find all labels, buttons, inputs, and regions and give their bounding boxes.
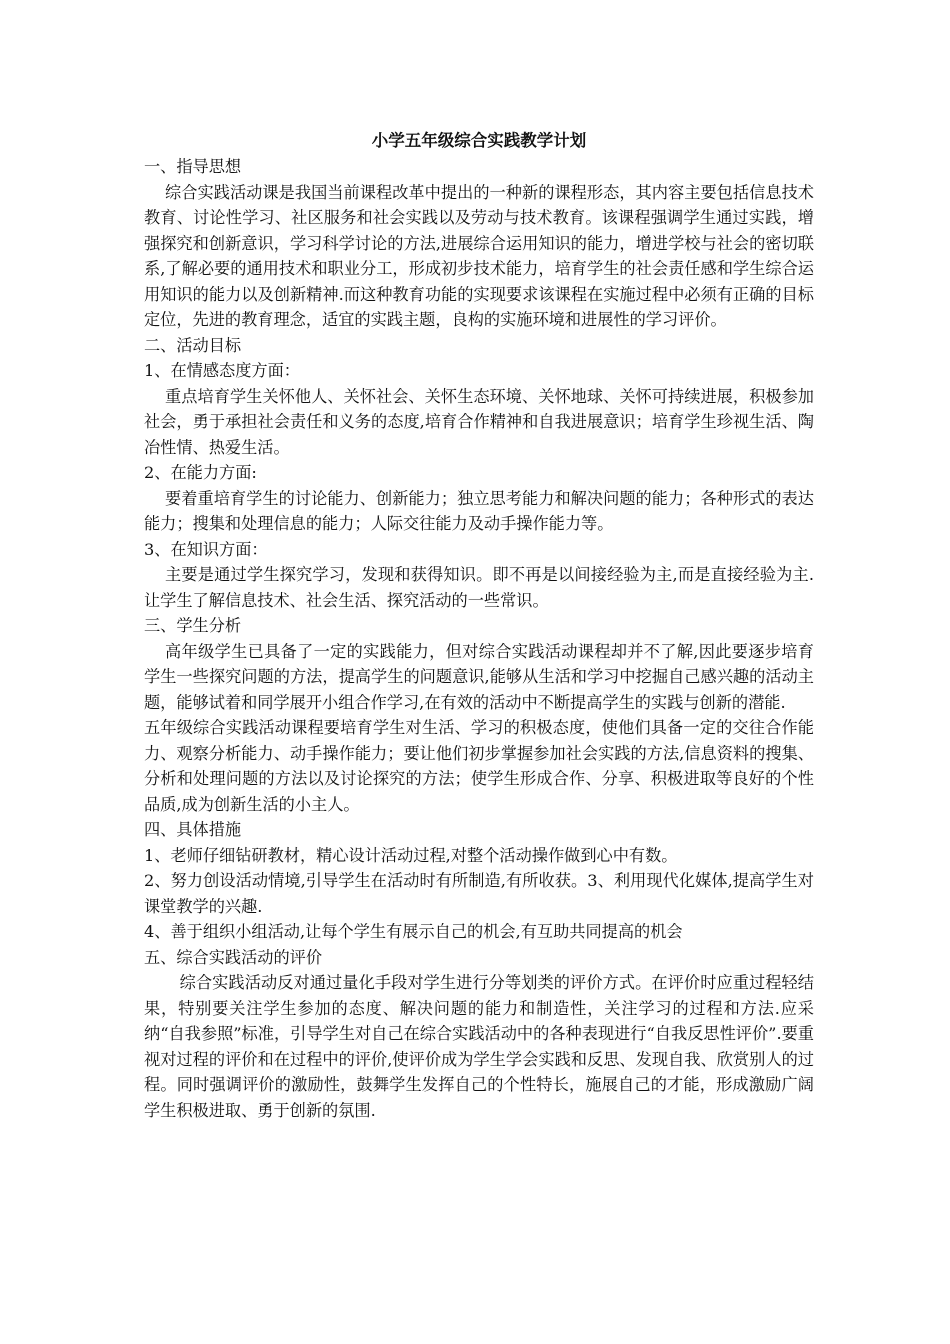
paragraph: 要着重培育学生的讨论能力、创新能力；独立思考能力和解决问题的能力；各种形式的表达能力；搜集和处理信息的能力；人际交往能力及动手操作能力等。 — [144, 488, 814, 533]
section-heading: 三、学生分析 — [144, 616, 242, 635]
section-heading: 二、活动目标 — [144, 335, 242, 355]
paragraph: 1、老师仔细钻研教材，精心设计活动过程,对整个活动操作做到心中有数。 — [144, 845, 678, 865]
section-heading: 2、在能力方面: — [144, 463, 257, 482]
document-body — [144, 154, 814, 1123]
paragraph: 高年级学生已具备了一定的实践能力，但对综合实践活动课程却并不了解,因此要逐步培育学生一些探究问题的方法，提高学生的问题意识,能够从生活和学习中挖掘自己感兴趣的活动主题，能够试着和同学展开小组合作学习,在有效的活动中不断提高学生的实践与创新的潜能. — [144, 641, 814, 712]
section-heading: 3、在知识方面： — [144, 539, 268, 559]
paragraph: 主要是通过学生探究学习，发现和获得知识。即不再是以间接经验为主,而是直接经验为主.让学生了解信息技术、社会生活、探究活动的一些常识。 — [144, 565, 814, 610]
paragraph: 重点培育学生关怀他人、关怀社会、关怀生态环境、关怀地球、关怀可持续进展，积极参加社会，勇于承担社会责任和义务的态度,培育合作精神和自我进展意识；培育学生珍视生活、陶冶性情、热爱生活。 — [144, 386, 814, 457]
document-page — [144, 128, 814, 1123]
paragraph: 综合实践活动课是我国当前课程改革中提出的一种新的课程形态，其内容主要包括信息技术教育、讨论性学习、社区服务和社会实践以及劳动与技术教育。该课程强调学生通过实践，增强探究和创新意识，学习科学讨论的方法,进展综合运用知识的能力，增进学校与社会的密切联系,了解必要的通用技术和职业分工，形成初步技术能力，培育学生的社会责任感和学生综合运用知识的能力以及创新精神.而这种教育功能的实现要求该课程在实施过程中必须有正确的目标定位，先进的教育理念，适宜的实践主题，良构的实施环境和进展性的学习评价。 — [144, 182, 814, 329]
paragraph: 五年级综合实践活动课程要培育学生对生活、学习的积极态度，使他们具备一定的交往合作能力、观察分析能力、动手操作能力；要让他们初步掌握参加社会实践的方法,信息资料的搜集、分析和处理问题的方法以及讨论探究的方法；使学生形成合作、分享、积极进取等良好的个性品质,成为创新生活的小主人。 — [144, 718, 814, 814]
document-title: 小学五年级综合实践教学计划 — [371, 131, 587, 150]
paragraph: 2、努力创设活动情境,引导学生在活动时有所制造,有所收获。3、利用现代化媒体,提高学生对课堂教学的兴趣. — [144, 871, 814, 916]
paragraph: 4、善于组织小组活动,让每个学生有展示自己的机会,有互助共同提高的机会 — [144, 922, 683, 941]
section-heading: 五、综合实践活动的评价 — [144, 947, 323, 967]
section-heading: 1、在情感态度方面： — [144, 361, 300, 380]
section-heading: 一、指导思想 — [144, 157, 242, 176]
section-heading: 四、具体措施 — [144, 820, 242, 839]
paragraph: 综合实践活动反对通过量化手段对学生进行分等划类的评价方式。在评价时应重过程轻结果，特别要关注学生参加的态度、解决问题的能力和制造性，关注学习的过程和方法.应采纳“自我参照”标准，引导学生对自己在综合实践活动中的各种表现进行“自我反思性评价”.要重视对过程的评价和在过程中的评价,使评价成为学生学会实践和反思、发现自我、欣赏别人的过程。同时强调评价的激励性，鼓舞学生发挥自己的个性特长，施展自己的才能，形成激励广阔学生积极进取、勇于创新的氛围. — [144, 973, 814, 1120]
